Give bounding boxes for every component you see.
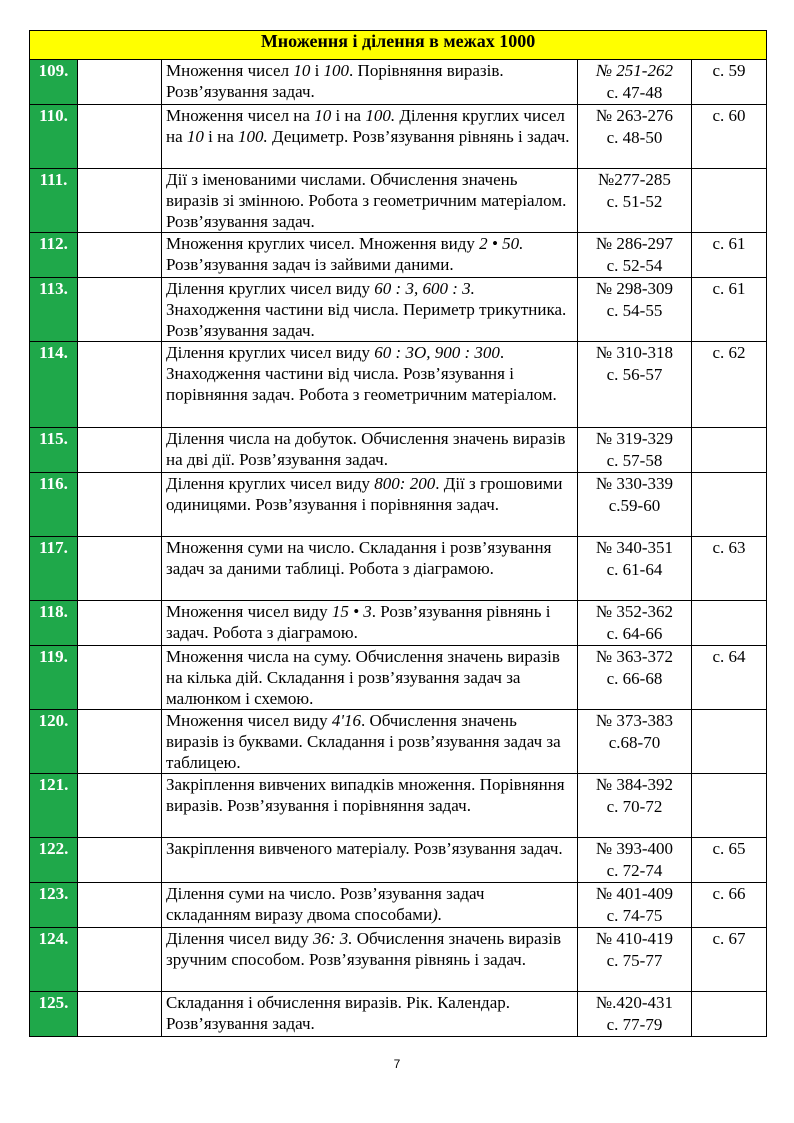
lesson-topic (162, 473, 578, 537)
lesson-topic (162, 342, 578, 428)
textbook-page: с. 65 (692, 838, 767, 883)
table-row (30, 60, 767, 105)
topic-text: Ділення суми на число. Розв’язування задач складанням виразу двома способами (166, 884, 485, 924)
exercise-range: № 319-329 (595, 429, 674, 448)
workbook-pages: с. 57-58 (606, 451, 663, 470)
exercise-range: № 286-297 (595, 234, 674, 253)
workbook-pages: с. 47-48 (606, 83, 663, 102)
exercises-cell (578, 601, 692, 646)
exercise-range: № 401-409 (595, 884, 674, 903)
workbook-pages: с. 72-74 (606, 861, 663, 880)
topic-text: 2 • 50. (479, 234, 524, 253)
exercises-cell (578, 928, 692, 992)
exercise-range: № 384-392 (595, 775, 674, 794)
table-row (30, 838, 767, 883)
exercises-cell (578, 992, 692, 1037)
topic-text: 10 (293, 61, 311, 80)
topic-text: Ділення числа на добуток. Обчислення значень виразів на дві дії. Розв’язування задач. (166, 429, 566, 469)
exercise-range: № 363-372 (595, 647, 674, 666)
topic-text: Закріплення вивчених випадків множення. Порівняння виразів. Розв’язування і порівняння задач. (166, 775, 565, 815)
workbook-pages: с. 56-57 (606, 365, 663, 384)
exercise-range: № 410-419 (595, 929, 674, 948)
lesson-plan-table (29, 30, 767, 1037)
topic-text: Ділення круглих чисел виду (166, 279, 375, 298)
exercises-cell (578, 883, 692, 928)
topic-text: Множення чисел (166, 61, 294, 80)
workbook-pages: с. 66-68 (606, 669, 663, 688)
date-cell (78, 601, 162, 646)
exercises-cell (578, 342, 692, 428)
table-row (30, 233, 767, 278)
topic-text: 10 (186, 127, 204, 146)
topic-text: ). (432, 905, 443, 924)
date-cell (78, 883, 162, 928)
lesson-number: 125. (30, 992, 78, 1037)
workbook-pages: с.68-70 (608, 733, 661, 752)
table-row (30, 601, 767, 646)
topic-text: . Дії з грошовими одиницями. Розв’язування і порівняння задач. (166, 474, 563, 514)
topic-text: Множення чисел виду (166, 711, 332, 730)
lesson-topic (162, 60, 578, 105)
topic-text: 15 • 3 (331, 602, 372, 621)
topic-text: 100. (365, 106, 396, 125)
lesson-number: 114. (30, 342, 78, 428)
exercise-range: №277-285 (598, 170, 671, 189)
topic-text: 60 : 3О, 900 : 300 (374, 343, 500, 362)
workbook-pages: с. 75-77 (606, 951, 663, 970)
table-row (30, 646, 767, 710)
table-header-row (30, 31, 767, 60)
textbook-page: с. 63 (692, 537, 767, 601)
textbook-page (692, 428, 767, 473)
topic-text: Закріплення вивченого матеріалу. Розв’язування задач. (166, 839, 563, 858)
date-cell (78, 774, 162, 838)
topic-text: Ділення круглих чисел виду (166, 343, 375, 362)
table-row (30, 473, 767, 537)
topic-text: Множення суми на число. Складання і розв’язування задач за даними таблиці. Робота з діаграмою. (166, 538, 552, 578)
topic-text: Знаходження частини від числа. Периметр трикутника. Розв’язування задач. (166, 300, 567, 340)
lesson-topic (162, 169, 578, 233)
textbook-page: с. 60 (692, 105, 767, 169)
exercise-range: № 373-383 (595, 711, 674, 730)
workbook-pages: с. 52-54 (606, 256, 663, 275)
topic-text: і на (203, 127, 239, 146)
workbook-pages: с. 48-50 (606, 128, 663, 147)
topic-text: 10 (314, 106, 332, 125)
lesson-topic (162, 601, 578, 646)
topic-text: Обчислення значень виразів зручним способом. Розв’язування рівнянь і задач. (166, 929, 562, 969)
textbook-page (692, 774, 767, 838)
topic-text: . Розв’язування рівнянь і задач. Робота з діаграмою. (166, 602, 551, 642)
lesson-topic (162, 928, 578, 992)
topic-text: Множення круглих чисел. Множення виду (166, 234, 480, 253)
table-row (30, 774, 767, 838)
table-row (30, 278, 767, 342)
lesson-number: 123. (30, 883, 78, 928)
topic-text: 100 (323, 61, 350, 80)
date-cell (78, 60, 162, 105)
textbook-page: с. 62 (692, 342, 767, 428)
lesson-topic (162, 710, 578, 774)
topic-text: . Порівняння виразів. Розв’язування задач. (166, 61, 504, 101)
date-cell (78, 278, 162, 342)
textbook-page (692, 992, 767, 1037)
lesson-number: 117. (30, 537, 78, 601)
topic-text: Ділення круглих чисел на (166, 106, 565, 146)
topic-text: Розв’язування задач із зайвими даними. (166, 255, 454, 274)
lesson-number: 110. (30, 105, 78, 169)
exercises-cell (578, 473, 692, 537)
topic-text: Складання і обчислення виразів. Рік. Календар. Розв’язування задач. (166, 993, 511, 1033)
topic-text: Ділення чисел виду (166, 929, 313, 948)
lesson-topic (162, 838, 578, 883)
lesson-topic (162, 105, 578, 169)
date-cell (78, 342, 162, 428)
exercise-range: №.420-431 (595, 993, 674, 1012)
exercises-cell (578, 105, 692, 169)
exercises-cell (578, 233, 692, 278)
exercises-cell (578, 428, 692, 473)
topic-text: і (310, 61, 324, 80)
lesson-number: 112. (30, 233, 78, 278)
exercise-range: № 263-276 (595, 106, 674, 125)
topic-text: 36: 3. (312, 929, 353, 948)
exercises-cell (578, 537, 692, 601)
topic-text: 60 : 3, 600 : 3. (374, 279, 475, 298)
textbook-page: с. 66 (692, 883, 767, 928)
exercises-cell (578, 774, 692, 838)
textbook-page (692, 473, 767, 537)
exercises-cell (578, 838, 692, 883)
topic-text: і на (331, 106, 366, 125)
lesson-topic (162, 883, 578, 928)
date-cell (78, 928, 162, 992)
topic-text: 4'16 (331, 711, 361, 730)
workbook-pages: с. 70-72 (606, 797, 663, 816)
topic-text: . Знаходження частини від числа. Розв’язування і порівняння задач. Робота з геометричним матеріалом. (166, 343, 557, 404)
workbook-pages: с. 74-75 (606, 906, 663, 925)
date-cell (78, 428, 162, 473)
topic-text: . Обчислення значень виразів із буквами. Складання і розв’язування задач за таблицею. (166, 711, 561, 772)
lesson-topic (162, 278, 578, 342)
exercise-range: № 251-262 (596, 61, 673, 80)
exercise-range: № 340-351 (595, 538, 674, 557)
table-row (30, 992, 767, 1037)
exercises-cell (578, 278, 692, 342)
lesson-number: 119. (30, 646, 78, 710)
workbook-pages: с. 77-79 (606, 1015, 663, 1034)
textbook-page (692, 601, 767, 646)
textbook-page (692, 710, 767, 774)
topic-text: Ділення круглих чисел виду (166, 474, 375, 493)
lesson-topic (162, 992, 578, 1037)
date-cell (78, 473, 162, 537)
textbook-page: с. 59 (692, 60, 767, 105)
topic-text: Дії з іменованими числами. Обчислення значень виразів зі змінною. Робота з геометричним матеріалом. Розв’язування задач. (166, 170, 567, 231)
table-row (30, 342, 767, 428)
table-row (30, 537, 767, 601)
lesson-topic (162, 233, 578, 278)
lesson-topic (162, 537, 578, 601)
lesson-topic (162, 646, 578, 710)
workbook-pages: с.59-60 (608, 496, 661, 515)
textbook-page: с. 64 (692, 646, 767, 710)
exercises-cell (578, 60, 692, 105)
workbook-pages: с. 64-66 (606, 624, 663, 643)
date-cell (78, 646, 162, 710)
section-title: Множення і ділення в межах 1000 (30, 31, 767, 60)
date-cell (78, 838, 162, 883)
date-cell (78, 105, 162, 169)
exercise-range: № 310-318 (595, 343, 674, 362)
lesson-number: 113. (30, 278, 78, 342)
table-row (30, 883, 767, 928)
textbook-page: с. 67 (692, 928, 767, 992)
textbook-page: с. 61 (692, 233, 767, 278)
topic-text: 800: 200 (374, 474, 436, 493)
lesson-number: 118. (30, 601, 78, 646)
lesson-number: 116. (30, 473, 78, 537)
table-row (30, 928, 767, 992)
workbook-pages: с. 54-55 (606, 301, 663, 320)
date-cell (78, 169, 162, 233)
lesson-number: 124. (30, 928, 78, 992)
date-cell (78, 233, 162, 278)
table-row (30, 710, 767, 774)
table-row (30, 169, 767, 233)
lesson-topic (162, 428, 578, 473)
table-row (30, 428, 767, 473)
lesson-number: 111. (30, 169, 78, 233)
workbook-pages: с. 51-52 (606, 192, 663, 211)
topic-text: Множення числа на суму. Обчислення значень виразів на кілька дій. Складання і розв’язування задач за малюнком і схемою. (166, 647, 560, 708)
lesson-number: 109. (30, 60, 78, 105)
topic-text: 100. (238, 127, 268, 146)
exercise-range: № 393-400 (595, 839, 674, 858)
exercises-cell (578, 646, 692, 710)
textbook-page (692, 169, 767, 233)
textbook-page: с. 61 (692, 278, 767, 342)
lesson-number: 121. (30, 774, 78, 838)
topic-text: Множення чисел виду (166, 602, 332, 621)
lesson-topic (162, 774, 578, 838)
lesson-number: 122. (30, 838, 78, 883)
lesson-number: 115. (30, 428, 78, 473)
date-cell (78, 992, 162, 1037)
date-cell (78, 537, 162, 601)
exercises-cell (578, 169, 692, 233)
exercise-range: № 330-339 (595, 474, 674, 493)
topic-text: Множення чисел на (166, 106, 315, 125)
table-row (30, 105, 767, 169)
lesson-number: 120. (30, 710, 78, 774)
exercise-range: № 298-309 (595, 279, 674, 298)
page-number: 7 (393, 1057, 401, 1071)
workbook-pages: с. 61-64 (606, 560, 663, 579)
date-cell (78, 710, 162, 774)
exercises-cell (578, 710, 692, 774)
topic-text: Дециметр. Розв’язування рівнянь і задач. (267, 127, 570, 146)
exercise-range: № 352-362 (595, 602, 674, 621)
